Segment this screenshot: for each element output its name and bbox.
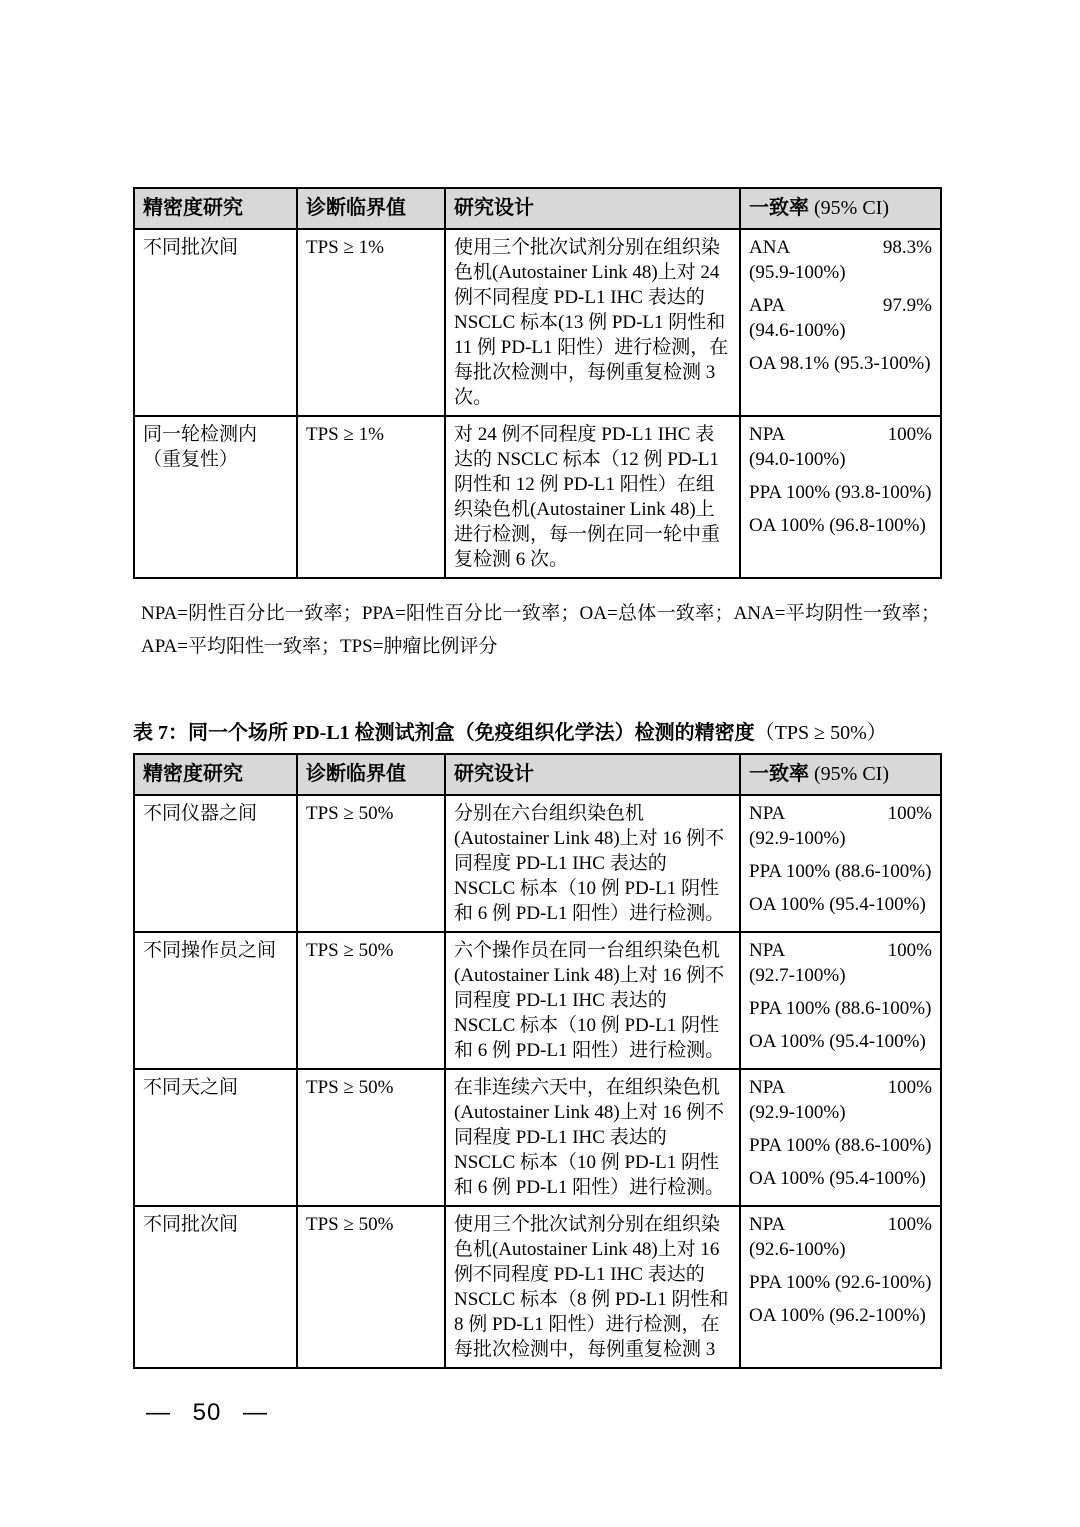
agreement-line: ANA 98.3% xyxy=(749,237,932,258)
column-header-study-design: 研究设计 xyxy=(445,188,740,229)
agreement-cell xyxy=(740,416,941,578)
design-cell: 使用三个批次试剂分别在组织染色机(Autostainer Link 48)上对 24 例不同程度 PD-L1 IHC 表达的 NSCLC 标本(13 例 PD-L1 阴性和 11 例 PD-L1 阳性）进行检测，在每批次检测中，每例重复检测 3 次。 xyxy=(445,229,740,416)
page-content xyxy=(133,187,940,1369)
study-line: （重复性） xyxy=(143,449,239,470)
agreement-line: PPA 100% (93.8-100%) xyxy=(749,482,932,503)
cutoff-cell: TPS ≥ 50% xyxy=(297,795,445,932)
cutoff-cell: TPS ≥ 50% xyxy=(297,1069,445,1206)
cutoff-cell: TPS ≥ 50% xyxy=(297,1206,445,1368)
table-row xyxy=(134,229,941,416)
caption-cutoff: （TPS ≥ 50%） xyxy=(754,722,887,744)
study-cell: 不同批次间 xyxy=(134,229,297,416)
agreement-line: PPA 100% (88.6-100%) xyxy=(749,998,932,1019)
footer-page-number: 50 xyxy=(192,1399,222,1426)
agreement-header-label: 一致率 xyxy=(749,763,809,785)
column-header-agreement xyxy=(740,188,941,229)
agreement-line: OA 100% (95.4-100%) xyxy=(749,894,926,915)
agreement-line: (92.9-100%) xyxy=(749,1102,846,1123)
agreement-line: PPA 100% (88.6-100%) xyxy=(749,1135,932,1156)
column-header-precision-study: 精密度研究 xyxy=(134,754,297,795)
column-header-cutoff: 诊断临界值 xyxy=(297,188,445,229)
agreement-line: APA 97.9% xyxy=(749,295,932,316)
table-row xyxy=(134,1206,941,1368)
agreement-cell xyxy=(740,795,941,932)
study-line: 同一轮检测内 xyxy=(143,424,258,445)
study-cell: 不同天之间 xyxy=(134,1069,297,1206)
agreement-cell xyxy=(740,1069,941,1206)
agreement-line: (94.6-100%) xyxy=(749,320,846,341)
agreement-line: (94.0-100%) xyxy=(749,449,846,470)
caption-main: 表 7：同一个场所 PD-L1 检测试剂盒（免疫组织化学法）检测的精密度 xyxy=(133,722,755,744)
agreement-line: OA 100% (95.4-100%) xyxy=(749,1031,926,1052)
abbreviation-note: NPA=阴性百分比一致率；PPA=阳性百分比一致率；OA=总体一致率；ANA=平均阴性一致率；APA=平均阳性一致率；TPS=肿瘤比例评分 xyxy=(141,603,940,657)
agreement-line: (95.9-100%) xyxy=(749,262,846,283)
agreement-line: OA 98.1% (95.3-100%) xyxy=(749,353,931,374)
design-cell: 对 24 例不同程度 PD-L1 IHC 表达的 NSCLC 标本（12 例 PD-L1 阴性和 12 例 PD-L1 阳性）在组织染色机(Autostainer Link 48)上进行检测，每一例在同一轮中重复检测 6 次。 xyxy=(445,416,740,578)
agreement-cell xyxy=(740,1206,941,1368)
design-cell: 六个操作员在同一台组织染色机(Autostainer Link 48)上对 16 例不同程度 PD-L1 IHC 表达的 NSCLC 标本（10 例 PD-L1 阴性和 6 例 PD-L1 阳性）进行检测。 xyxy=(445,932,740,1069)
precision-table-tps1 xyxy=(133,187,942,579)
study-cell: 不同批次间 xyxy=(134,1206,297,1368)
table-row xyxy=(134,932,941,1069)
study-cell xyxy=(134,416,297,578)
design-cell: 在非连续六天中，在组织染色机(Autostainer Link 48)上对 16 例不同程度 PD-L1 IHC 表达的 NSCLC 标本（10 例 PD-L1 阴性和 6 例 PD-L1 阳性）进行检测。 xyxy=(445,1069,740,1206)
agreement-header-ci: (95% CI) xyxy=(814,763,889,785)
agreement-line: PPA 100% (88.6-100%) xyxy=(749,861,932,882)
page-number xyxy=(146,1399,268,1427)
column-header-agreement xyxy=(740,754,941,795)
table-row xyxy=(134,416,941,578)
agreement-line: (92.7-100%) xyxy=(749,965,846,986)
agreement-line: NPA 100% xyxy=(749,424,932,445)
study-cell: 不同仪器之间 xyxy=(134,795,297,932)
cutoff-cell: TPS ≥ 1% xyxy=(297,416,445,578)
design-cell: 分别在六台组织染色机(Autostainer Link 48)上对 16 例不同程度 PD-L1 IHC 表达的 NSCLC 标本（10 例 PD-L1 阴性和 6 例 PD-L1 阳性）进行检测。 xyxy=(445,795,740,932)
agreement-line: NPA 100% xyxy=(749,1077,932,1098)
cutoff-cell: TPS ≥ 50% xyxy=(297,932,445,1069)
agreement-line: NPA 100% xyxy=(749,803,932,824)
agreement-line: OA 100% (96.8-100%) xyxy=(749,515,926,536)
table-header-row xyxy=(134,188,941,229)
table-header-row xyxy=(134,754,941,795)
footer-dash-right: — xyxy=(243,1399,269,1426)
precision-table-tps50 xyxy=(133,753,942,1369)
table7-caption xyxy=(133,719,940,747)
table-row xyxy=(134,795,941,932)
agreement-line: NPA 100% xyxy=(749,940,932,961)
agreement-cell xyxy=(740,932,941,1069)
agreement-line: OA 100% (96.2-100%) xyxy=(749,1305,926,1326)
agreement-line: OA 100% (95.4-100%) xyxy=(749,1168,926,1189)
cutoff-cell: TPS ≥ 1% xyxy=(297,229,445,416)
column-header-cutoff: 诊断临界值 xyxy=(297,754,445,795)
agreement-header-label: 一致率 xyxy=(749,197,809,219)
study-cell: 不同操作员之间 xyxy=(134,932,297,1069)
agreement-cell xyxy=(740,229,941,416)
agreement-line: PPA 100% (92.6-100%) xyxy=(749,1272,932,1293)
footer-dash-left: — xyxy=(146,1399,171,1426)
agreement-line: NPA 100% xyxy=(749,1214,932,1235)
column-header-precision-study: 精密度研究 xyxy=(134,188,297,229)
agreement-line: (92.9-100%) xyxy=(749,828,846,849)
agreement-line: (92.6-100%) xyxy=(749,1239,846,1260)
agreement-header-ci: (95% CI) xyxy=(814,197,889,219)
design-cell: 使用三个批次试剂分别在组织染色机(Autostainer Link 48)上对 16 例不同程度 PD-L1 IHC 表达的 NSCLC 标本（8 例 PD-L1 阴性和 8 例 PD-L1 阳性）进行检测，在每批次检测中，每例重复检测 3 xyxy=(445,1206,740,1368)
column-header-study-design: 研究设计 xyxy=(445,754,740,795)
table-row xyxy=(134,1069,941,1206)
